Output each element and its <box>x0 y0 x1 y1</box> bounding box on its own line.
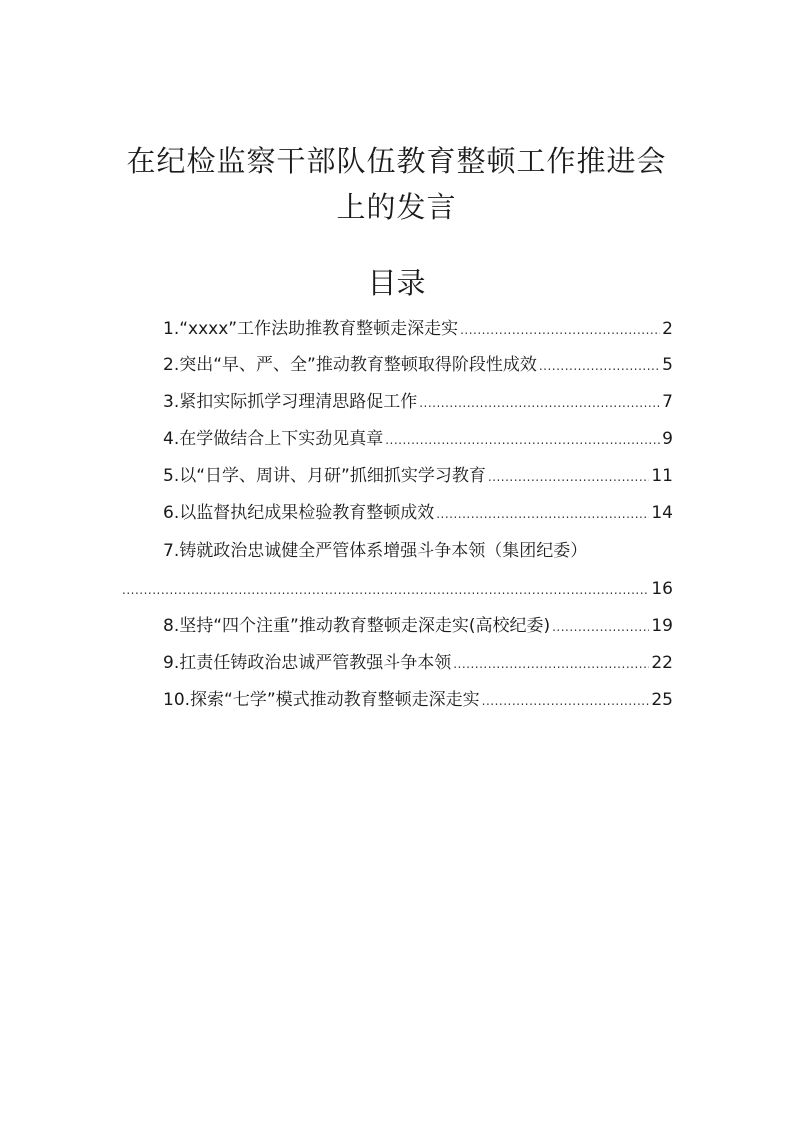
toc-entry-text: 6.以监督执纪成果检验教育整顿成效 <box>163 503 435 523</box>
toc-entry-text: 3.紧扣实际抓学习理清思路促工作 <box>163 392 418 412</box>
toc-entry-text: 10.探索“七学”模式推动教育整顿走深走实 <box>163 690 480 710</box>
toc-leader-dots <box>482 684 650 718</box>
toc-entry-page: 14 <box>651 503 673 523</box>
toc-entry-5[interactable] <box>163 459 673 493</box>
toc-entry-7[interactable] <box>163 534 673 568</box>
toc-entry-page: 19 <box>651 616 673 636</box>
toc-leader-dots <box>552 610 649 644</box>
toc-entry-4[interactable] <box>163 422 673 456</box>
toc-leader-dots <box>539 349 660 383</box>
toc-entry-text: 2.突出“早、严、全”推动教育整顿取得阶段性成效 <box>163 355 537 375</box>
toc-leader-dots <box>385 423 660 457</box>
toc-entry-page: 9 <box>662 429 673 449</box>
toc-entry-text: 1.“xxxx”工作法助推教育整顿走深走实 <box>163 319 459 339</box>
toc-entry-page: 7 <box>662 392 673 412</box>
toc-entry-10[interactable] <box>163 683 673 717</box>
toc-entry-9[interactable] <box>163 646 673 680</box>
toc-leader-dots <box>460 313 660 347</box>
toc-entry-7-continuation[interactable] <box>122 572 673 606</box>
toc-heading: 目录 <box>367 266 426 300</box>
toc-entry-page: 11 <box>651 466 673 486</box>
document-title-line-2: 上的发言 <box>336 190 457 224</box>
toc-entry-page: 16 <box>651 579 673 599</box>
toc-entry-page: 2 <box>662 319 673 339</box>
document-title-line-1: 在纪检监察干部队伍教育整顿工作推进会 <box>126 144 667 178</box>
toc-entry-text: 7.铸就政治忠诚健全严管体系增强斗争本领（集团纪委） <box>163 541 588 561</box>
document-title <box>0 138 793 230</box>
toc-entry-8[interactable] <box>163 609 673 643</box>
toc-entry-text: 9.扛责任铸政治忠诚严管教强斗争本领 <box>163 653 452 673</box>
toc-entry-text: 5.以“日学、周讲、月研”抓细抓实学习教育 <box>163 466 486 486</box>
toc-entry-6[interactable] <box>163 496 673 530</box>
toc-entry-3[interactable] <box>163 385 673 419</box>
toc-entry-page: 25 <box>651 690 673 710</box>
toc-entry-2[interactable] <box>163 348 673 382</box>
toc-leader-dots <box>436 497 649 531</box>
toc-leader-dots <box>453 647 649 681</box>
toc-entry-page: 5 <box>662 355 673 375</box>
toc-entry-text: 4.在学做结合上下实劲见真章 <box>163 429 384 449</box>
toc-entry-page: 22 <box>651 653 673 673</box>
toc-leader-dots <box>488 460 650 494</box>
toc-leader-dots <box>419 386 660 420</box>
toc-entry-1[interactable] <box>163 312 673 346</box>
toc-entry-text: 8.坚持“四个注重”推动教育整顿走深走实(高校纪委) <box>163 616 551 636</box>
toc-leader-dots <box>122 573 647 607</box>
